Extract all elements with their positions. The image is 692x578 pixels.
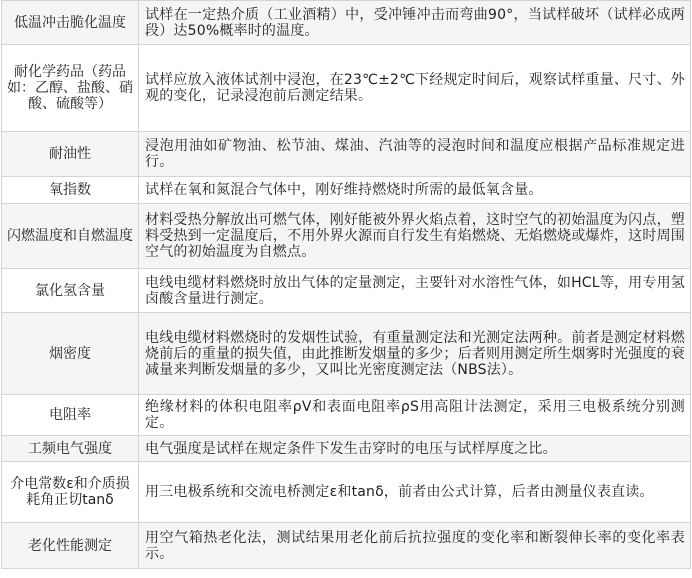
property-description: 电气强度是试样在规定条件下发生击穿时的电压与试样厚度之比。 [139, 436, 691, 462]
material-test-table [1, 0, 691, 569]
table-row [2, 269, 691, 313]
property-name: 烟密度 [2, 313, 139, 395]
table-row [2, 462, 691, 523]
property-description: 试样应放入液体试剂中浸泡，在23℃±2℃下经规定时间后，观察试样重量、尺寸、外观的变化，记录浸泡前后测定结果。 [139, 45, 691, 132]
property-name: 老化性能测定 [2, 523, 139, 569]
property-description: 电线电缆材料燃烧时放出气体的定量测定，主要针对水溶性气体，如HCL等，用专用氢卤酸含量进行测定。 [139, 269, 691, 313]
table-row [2, 1, 691, 45]
table-row [2, 313, 691, 395]
property-description: 材料受热分解放出可燃气体，刚好能被外界火焰点着，这时空气的初始温度为闪点，塑料受热到一定温度后，不用外界火源而自行发生有焰燃烧、无焰燃烧或爆炸，这时周围空气的初始温度为自燃点。 [139, 204, 691, 269]
property-description: 试样在氧和氮混合气体中，刚好维持燃烧时所需的最低氧含量。 [139, 177, 691, 204]
property-description: 用三电极系统和交流电桥测定ε和tanδ，前者由公式计算，后者由测量仪表直读。 [139, 462, 691, 523]
property-name: 氧指数 [2, 177, 139, 204]
property-description: 电线电缆材料燃烧时的发烟性试验，有重量测定法和光测定法两种。前者是测定材料燃烧前后的重量的损失值，由此推断发烟量的多少；后者则用测定所生烟雾时光强度的衰减量来判断发烟量的多少，又叫比光密度测定法（NBS法）。 [139, 313, 691, 395]
table-row [2, 523, 691, 569]
property-description: 浸泡用油如矿物油、松节油、煤油、汽油等的浸泡时间和温度应根据产品标准规定进行。 [139, 132, 691, 177]
property-name: 低温冲击脆化温度 [2, 1, 139, 45]
table-row [2, 436, 691, 462]
property-name: 氯化氢含量 [2, 269, 139, 313]
property-description: 用空气箱热老化法，测试结果用老化前后抗拉强度的变化率和断裂伸长率的变化率表示。 [139, 523, 691, 569]
property-description: 试样在一定热介质（工业酒精）中，受冲锤冲击而弯曲90°，当试样破坏（试样必成两段）达50%概率时的温度。 [139, 1, 691, 45]
property-name: 工频电气强度 [2, 436, 139, 462]
table-row [2, 132, 691, 177]
property-name: 闪燃温度和自燃温度 [2, 204, 139, 269]
table-row [2, 177, 691, 204]
property-name: 电阻率 [2, 395, 139, 436]
property-name: 介电常数ε和介质损耗角正切tanδ [2, 462, 139, 523]
table-row [2, 45, 691, 132]
table-row [2, 395, 691, 436]
table-row [2, 204, 691, 269]
property-name: 耐化学药品（药品如：乙醇、盐酸、硝酸、硫酸等） [2, 45, 139, 132]
property-description: 绝缘材料的体积电阻率ρV和表面电阻率ρS用高阻计法测定，采用三电极系统分别测定。 [139, 395, 691, 436]
property-name: 耐油性 [2, 132, 139, 177]
